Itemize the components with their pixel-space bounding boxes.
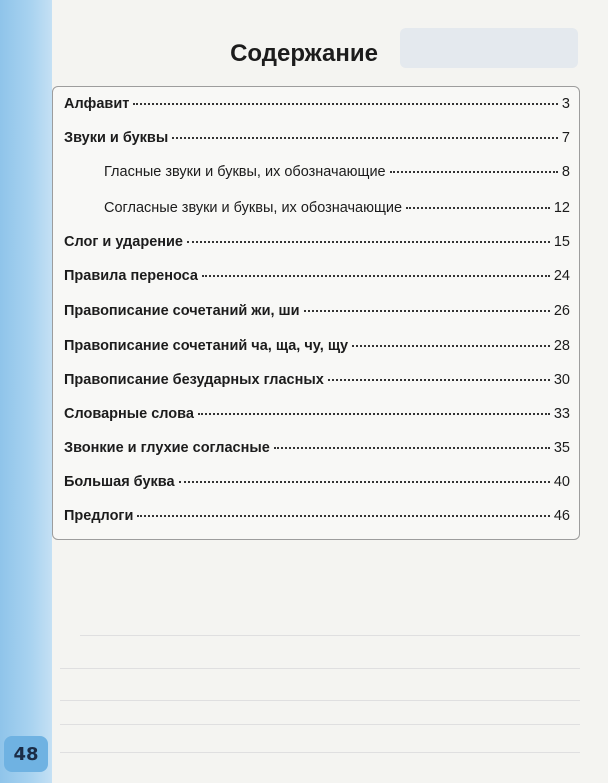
toc-entry-page: 40 xyxy=(553,474,570,490)
toc-entry-title: Правописание сочетаний ча, ща, чу, щу xyxy=(64,338,349,354)
dot-leader xyxy=(390,171,558,173)
bleed-through-line xyxy=(60,668,580,669)
bleed-through-line xyxy=(80,635,580,636)
toc-entry-title: Алфавит xyxy=(64,96,130,112)
dot-leader xyxy=(198,413,550,415)
toc-entry xyxy=(64,268,570,284)
toc-entry-page: 28 xyxy=(553,338,570,354)
toc-entry-title: Предлоги xyxy=(64,508,134,524)
toc-entry xyxy=(64,338,570,354)
toc-entry-page: 35 xyxy=(553,440,570,456)
dot-leader xyxy=(133,103,558,105)
toc-entry-page: 46 xyxy=(553,508,570,524)
toc-entry-title: Большая буква xyxy=(64,474,175,490)
dot-leader xyxy=(179,481,550,483)
dot-leader xyxy=(187,241,550,243)
toc-entry-page: 26 xyxy=(553,303,570,319)
toc-entry-title: Согласные звуки и буквы, их обозначающие xyxy=(104,200,403,216)
dot-leader xyxy=(172,137,558,139)
toc-entry xyxy=(64,96,570,112)
dot-leader xyxy=(274,447,550,449)
toc-entry-page: 7 xyxy=(561,130,570,146)
bleed-through-line xyxy=(60,752,580,753)
toc-entry xyxy=(64,303,570,319)
dot-leader xyxy=(137,515,549,517)
toc-entry-title: Правописание сочетаний жи, ши xyxy=(64,303,300,319)
toc-entry-page: 3 xyxy=(561,96,570,112)
toc-entry-title: Звонкие и глухие согласные xyxy=(64,440,270,456)
toc-entry-page: 33 xyxy=(553,406,570,422)
dot-leader xyxy=(202,275,550,277)
toc-entry-page: 30 xyxy=(553,372,570,388)
toc-entry-page: 8 xyxy=(561,164,570,180)
left-color-band xyxy=(0,0,52,783)
bleed-through-line xyxy=(60,724,580,725)
toc-entry-title: Гласные звуки и буквы, их обозначающие xyxy=(104,164,386,180)
toc-entry-title: Словарные слова xyxy=(64,406,194,422)
toc-entry xyxy=(64,130,570,146)
toc-entry xyxy=(64,406,570,422)
toc-entry-page: 12 xyxy=(553,200,570,216)
toc-entry xyxy=(64,440,570,456)
toc-entry-title: Правила переноса xyxy=(64,268,198,284)
toc-entry xyxy=(64,474,570,490)
toc-entry xyxy=(104,164,570,180)
bleed-through-line xyxy=(60,700,580,701)
dot-leader xyxy=(328,379,550,381)
toc-entry-title: Звуки и буквы xyxy=(64,130,169,146)
toc-entry-page: 15 xyxy=(553,234,570,250)
toc-entry xyxy=(64,508,570,524)
dot-leader xyxy=(406,207,550,209)
page-number-badge: 48 xyxy=(4,736,48,772)
toc-entry xyxy=(64,234,570,250)
toc-entry xyxy=(104,200,570,216)
toc-entry xyxy=(64,372,570,388)
dot-leader xyxy=(352,345,550,347)
toc-entry-title: Слог и ударение xyxy=(64,234,183,250)
page-title: Содержание xyxy=(230,40,378,67)
toc-entry-title: Правописание безударных гласных xyxy=(64,372,324,388)
toc-entry-page: 24 xyxy=(553,268,570,284)
dot-leader xyxy=(304,310,550,312)
